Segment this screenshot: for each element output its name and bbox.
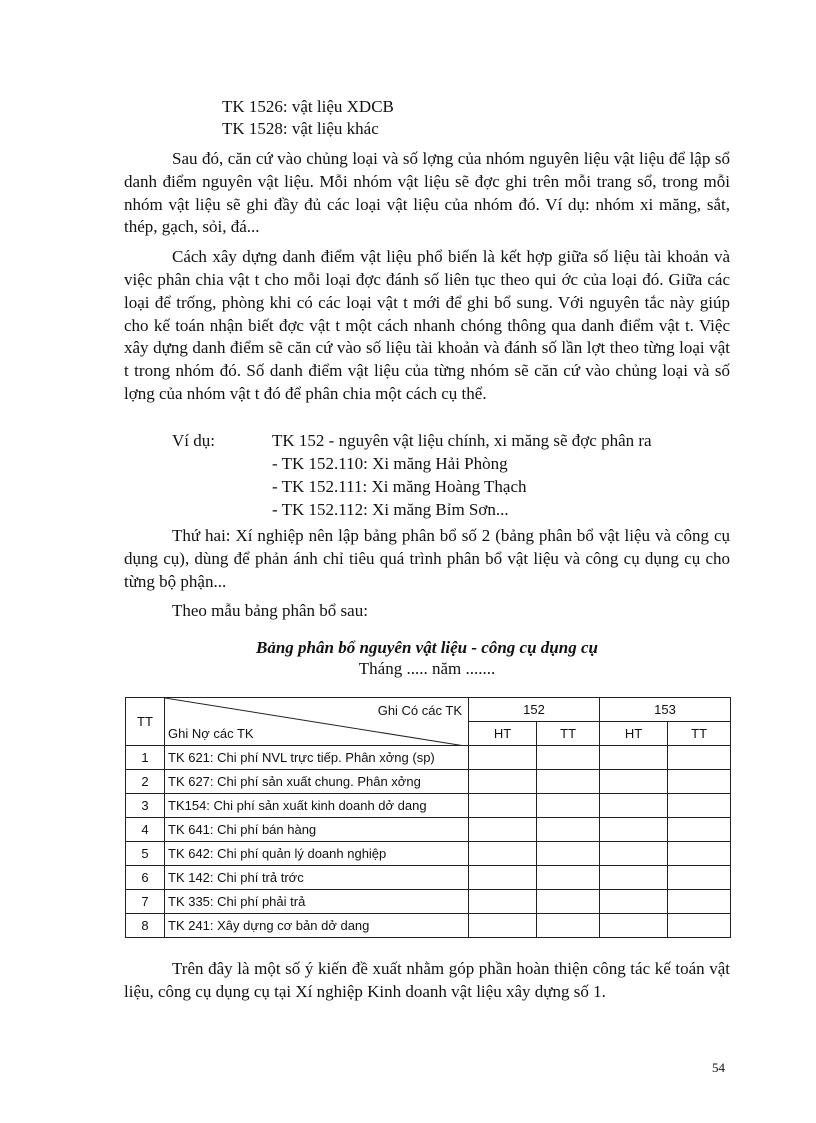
body-paragraph-3 — [124, 525, 730, 593]
table-row — [126, 842, 731, 866]
empty-cell — [668, 794, 731, 818]
empty-cell — [469, 818, 537, 842]
row-tt: 4 — [126, 818, 165, 842]
empty-cell — [537, 746, 600, 770]
row-tt: 5 — [126, 842, 165, 866]
table-title — [124, 638, 730, 658]
empty-cell — [599, 914, 667, 938]
table-row — [126, 914, 731, 938]
row-account: TK154: Chi phí sản xuất kinh doanh dở dang — [165, 794, 469, 818]
row-account: TK 621: Chi phí NVL trực tiếp. Phân xởng (sp) — [165, 746, 469, 770]
row-tt: 7 — [126, 890, 165, 914]
empty-cell — [668, 842, 731, 866]
credit-header: Ghi Có các TK — [377, 703, 462, 718]
table-row — [126, 746, 731, 770]
sub-header-152-tt: TT — [537, 722, 600, 746]
table-subtitle: Tháng ..... năm ....... — [358, 659, 496, 678]
allocation-table — [125, 697, 731, 938]
empty-cell — [537, 866, 600, 890]
paragraph-5: Trên đây là một số ý kiến đề xuất nhằm góp phần hoàn thiện công tác kế toán vật liệu, công cụ dụng cụ tại Xí nghiệp Kinh doanh vật liệu xây dựng số 1. — [124, 959, 730, 1001]
empty-cell — [668, 866, 731, 890]
row-tt: 8 — [126, 914, 165, 938]
row-tt: 3 — [126, 794, 165, 818]
table-header-row-1 — [126, 698, 731, 722]
sub-header-153-tt: TT — [668, 722, 731, 746]
paragraph-4: Theo mẫu bảng phân bổ sau: — [172, 601, 368, 620]
table-row — [126, 770, 731, 794]
paragraph-1: Sau đó, căn cứ vào chủng loại và số lợng của nhóm nguyên liệu vật liệu để lập sổ danh điểm nguyên vật liệu. Mỗi nhóm vật liệu sẽ đợc ghi trên mỗi trang sổ, trong mỗi nhóm vật liệu sẽ ghi đầy đủ các loại vật liệu của nhóm đó. Ví dụ: nhóm xi măng, sắt, thép, gạch, sỏi, đá... — [124, 149, 730, 237]
group-152-header: 152 — [469, 698, 600, 722]
table-row — [126, 890, 731, 914]
empty-cell — [537, 818, 600, 842]
tt-header: TT — [126, 698, 165, 746]
row-tt: 2 — [126, 770, 165, 794]
empty-cell — [668, 818, 731, 842]
empty-cell — [668, 890, 731, 914]
table-row — [126, 866, 731, 890]
empty-cell — [668, 746, 731, 770]
example-line-2: - TK 152.110: Xi măng Hải Phòng — [272, 454, 508, 473]
debit-header: Ghi Nợ các TK — [168, 726, 254, 741]
empty-cell — [469, 914, 537, 938]
empty-cell — [537, 770, 600, 794]
row-account: TK 642: Chi phí quản lý doanh nghiệp — [165, 842, 469, 866]
account-diagonal-header — [165, 698, 469, 746]
empty-cell — [599, 746, 667, 770]
empty-cell — [599, 770, 667, 794]
example-line-1: TK 152 - nguyên vật liệu chính, xi măng sẽ đợc phân ra — [272, 431, 652, 450]
empty-cell — [599, 890, 667, 914]
paragraph-3: Thứ hai: Xí nghiệp nên lập bảng phân bổ số 2 (bảng phân bổ vật liệu và công cụ dụng cụ), dùng để phản ánh chỉ tiêu quá trình phân bổ vật liệu và công cụ dụng cụ cho từng bộ phận... — [124, 526, 730, 591]
row-account: TK 142: Chi phí trả trớc — [165, 866, 469, 890]
empty-cell — [469, 770, 537, 794]
row-account: TK 241: Xây dựng cơ bản dở dang — [165, 914, 469, 938]
empty-cell — [469, 842, 537, 866]
sub-header-153-ht: HT — [599, 722, 667, 746]
empty-cell — [537, 890, 600, 914]
empty-cell — [469, 866, 537, 890]
body-paragraph-5 — [124, 958, 730, 1004]
empty-cell — [469, 794, 537, 818]
row-tt: 1 — [126, 746, 165, 770]
empty-cell — [599, 818, 667, 842]
empty-cell — [599, 842, 667, 866]
row-tt: 6 — [126, 866, 165, 890]
table-row — [126, 794, 731, 818]
row-account: TK 627: Chi phí sản xuất chung. Phân xởng — [165, 770, 469, 794]
empty-cell — [469, 746, 537, 770]
table-title-text: Bảng phân bổ nguyên vật liệu - công cụ dụng cụ — [256, 638, 598, 657]
example-line-3: - TK 152.111: Xi măng Hoàng Thạch — [272, 477, 527, 496]
example-line-4: - TK 152.112: Xi măng Bỉm Sơn... — [272, 500, 509, 519]
empty-cell — [668, 914, 731, 938]
empty-cell — [599, 794, 667, 818]
empty-cell — [599, 866, 667, 890]
empty-cell — [537, 794, 600, 818]
intro-line-1: TK 1526: vật liệu XDCB — [222, 97, 394, 116]
empty-cell — [537, 842, 600, 866]
sub-header-152-ht: HT — [469, 722, 537, 746]
row-account: TK 335: Chi phí phải trả — [165, 890, 469, 914]
empty-cell — [469, 890, 537, 914]
intro-line-2: TK 1528: vật liệu khác — [222, 119, 379, 138]
paragraph-2: Cách xây dựng danh điểm vật liệu phổ biến là kết hợp giữa số liệu tài khoản và việc phân chia vật t cho mỗi loại đợc đánh số liên tục theo qui ớc của loại đó. Giữa các loại để trống, phòng khi có các loại vật t mới để ghi bổ sung. Với nguyên tắc này giúp cho kế toán nhận biết đợc vật t một cách nhanh chóng thông qua danh điểm vật t. Việc xây dựng danh điểm sẽ căn cứ vào số liệu tài khoản và đánh số lần lợt theo từng loại vật t trong nhóm đó. Số danh điểm vật liệu của từng nhóm sẽ căn cứ vào chủng loại và số lợng của nhóm vật t đó để phân chia một cách cụ thể. — [124, 247, 730, 403]
empty-cell — [668, 770, 731, 794]
empty-cell — [537, 914, 600, 938]
example-label: Ví dụ: — [172, 431, 215, 450]
table-row — [126, 818, 731, 842]
row-account: TK 641: Chi phí bán hàng — [165, 818, 469, 842]
page-number: 54 — [712, 1060, 725, 1075]
body-paragraphs-top — [124, 148, 730, 406]
group-153-header: 153 — [599, 698, 730, 722]
